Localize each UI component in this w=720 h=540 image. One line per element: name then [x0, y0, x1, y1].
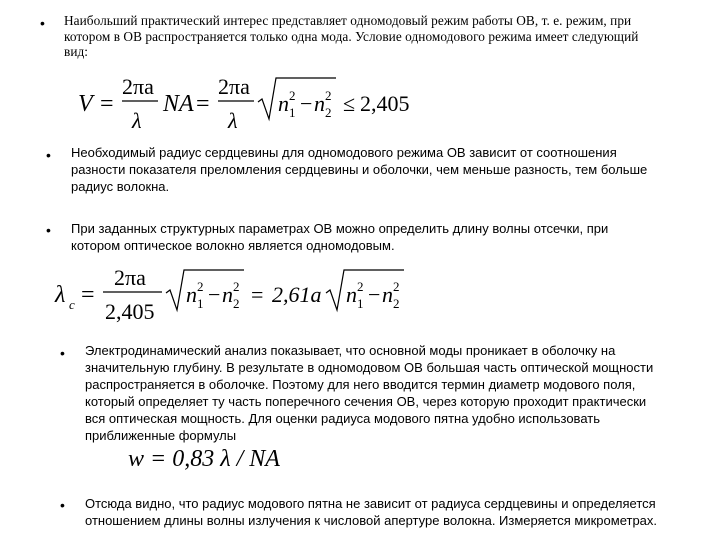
formula-lambda-sub: c [69, 297, 75, 312]
formula-n2: n [314, 91, 325, 116]
text-line: При заданных структурных параметрах ОВ можно определить длину волны отсечки, при [71, 221, 609, 236]
formula-eq2: = [251, 282, 264, 307]
formula-minus: − [208, 282, 221, 307]
text-line: котором оптическое волокно является одномодовым. [71, 238, 395, 253]
bullet-2: • [46, 147, 51, 163]
paragraph-mode-field [85, 342, 715, 444]
text-line: разности показателя преломления сердцевины и оболочки, чем меньше разность, тем больше [71, 162, 648, 177]
formula-v: V [78, 91, 93, 117]
text-line: значительную глубину. В результате в одномодовом ОВ большая часть оптической мощности [85, 360, 654, 375]
paragraph-cutoff-wavelength [71, 220, 711, 254]
bullet-4: • [60, 345, 65, 361]
formula-num2: 2πa [218, 74, 250, 99]
paragraph-core-radius [71, 144, 711, 195]
text-line: Отсюда видно, что радиус модового пятна не зависит от радиуса сердцевины и определяется [85, 496, 656, 511]
bullet-3: • [46, 222, 51, 238]
formula-n2b: n [382, 282, 393, 307]
bullet-5: • [60, 497, 65, 513]
text-line: вид: [64, 44, 89, 59]
formula-den: λ [132, 108, 142, 133]
formula-n1b-sup: 2 [357, 279, 364, 294]
formula-n1: n [186, 282, 197, 307]
formula-minus: − [300, 91, 313, 116]
text-line: приближенные формулы [85, 428, 237, 443]
formula-single-mode-condition [70, 70, 410, 134]
formula-mode-radius-text: w = 0,83 λ / NA [128, 446, 280, 472]
formula-coef: 2,61a [272, 282, 322, 307]
formula-n2-sub: 2 [233, 296, 240, 311]
formula-n1: n [278, 91, 289, 116]
text-line: Наибольший практический интерес представляет одномодовый режим работы ОВ, т. е. режим, при [64, 13, 632, 28]
formula-n2-sup: 2 [325, 88, 332, 103]
text-line: Необходимый радиус сердцевины для одномодового режима ОВ зависит от соотношения [71, 145, 617, 160]
formula-n2-sup: 2 [233, 279, 240, 294]
formula-n1b-sub: 1 [357, 296, 364, 311]
text-line: распространяется в оболочке. Поэтому для него вводится термин диаметр модового поля, [85, 377, 636, 392]
text-line: радиус волокна. [71, 179, 170, 194]
text-line: котором в ОВ распространяется только одна мода. Условие одномодового режима имеет следующий [64, 28, 639, 44]
formula-lambda: λ [55, 282, 66, 308]
formula-n2: n [222, 282, 233, 307]
text-line: вся оптическая мощность. Для оценки радиуса модового пятна удобно использовать [85, 411, 600, 426]
formula-den: 2,405 [105, 299, 155, 324]
formula-value: 2,405 [360, 91, 410, 116]
text-line: Электродинамический анализ показывает, что основной моды проникает в оболочку на [85, 343, 616, 358]
formula-n1-sup: 2 [289, 88, 296, 103]
text-line: отношением длины волны излучения к числовой апертуре волокна. Измеряется микрометрах. [85, 513, 658, 528]
formula-minus2: − [368, 282, 381, 307]
formula-eq: = [81, 282, 95, 308]
text-line: который определяет ту часть поперечного сечения ОВ, через которую проходит практически [85, 394, 647, 409]
formula-na: NA [163, 91, 194, 117]
formula-eq2: = [196, 91, 210, 117]
formula-n2b-sup: 2 [393, 279, 400, 294]
bullet-1: • [40, 15, 45, 31]
paragraph-conclusion [85, 495, 715, 529]
formula-n1b: n [346, 282, 357, 307]
formula-n1-sub: 1 [289, 105, 296, 120]
formula-cutoff-wavelength [50, 264, 430, 328]
formula-n1-sub: 1 [197, 296, 204, 311]
formula-n2b-sub: 2 [393, 296, 400, 311]
paragraph-single-mode-condition [64, 13, 714, 60]
formula-eq: = [100, 91, 114, 117]
formula-n2-sub: 2 [325, 105, 332, 120]
formula-le: ≤ [343, 91, 356, 116]
formula-num: 2πa [114, 265, 146, 290]
formula-den2: λ [228, 108, 238, 133]
formula-mode-radius [125, 440, 295, 476]
formula-n1-sup: 2 [197, 279, 204, 294]
formula-num: 2πa [122, 74, 154, 99]
